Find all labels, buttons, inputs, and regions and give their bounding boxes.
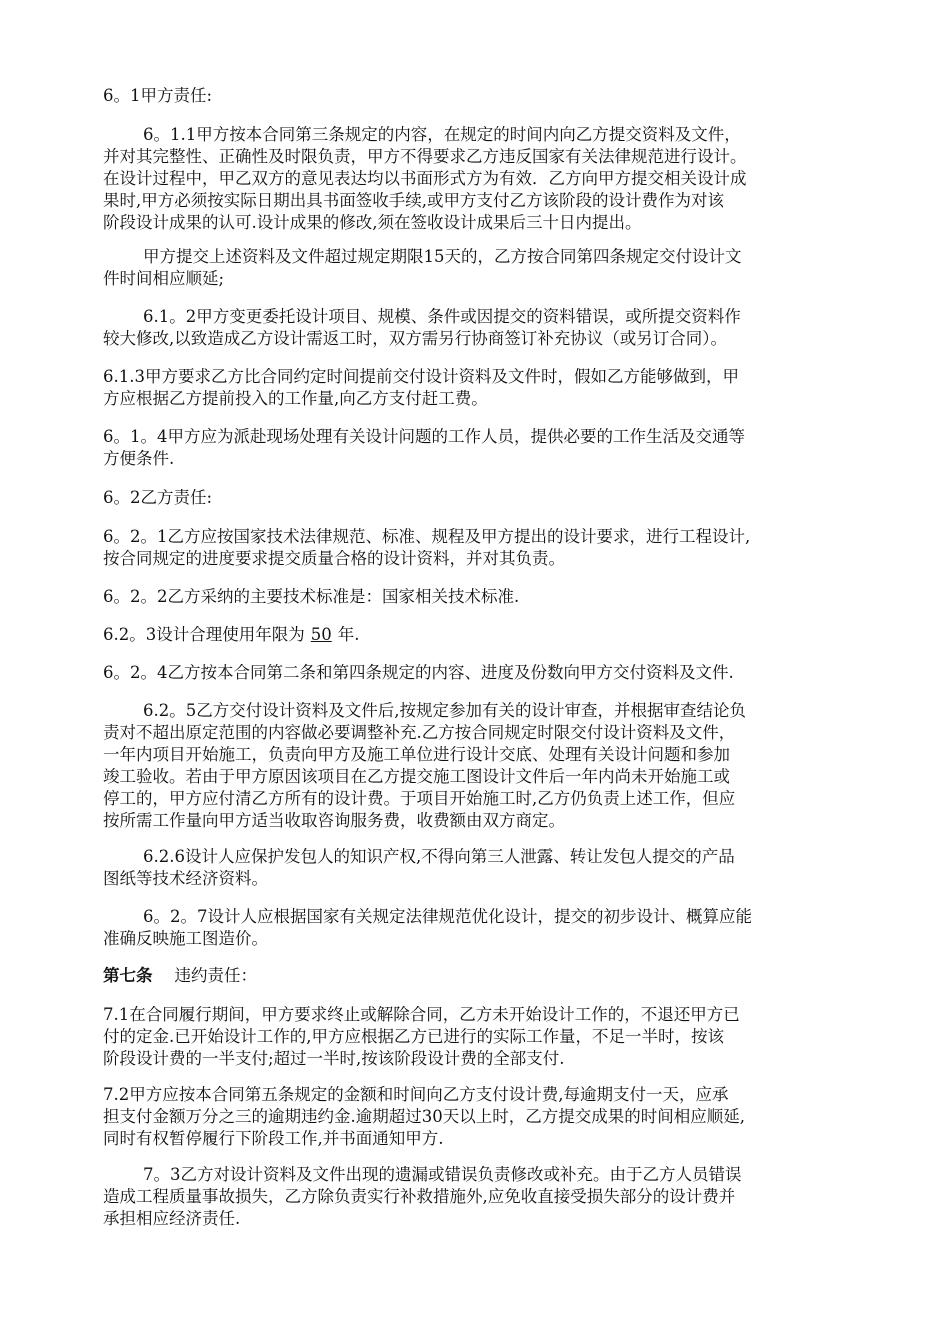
clause-6-2-4: 6。2。4乙方按本合同第二条和第四条规定的内容、进度及份数向甲方交付资料及文件. [103,663,734,682]
text-line: 6。1。4甲方应为派赴现场处理有关设计问题的工作人员，提供必要的工作生活及交通等 [103,427,745,446]
text-line: 准确反映施工图造价。 [103,929,268,948]
clause-6-1-1-supplement [103,246,848,290]
clause-6-2-6 [103,846,848,890]
text-line: 6。2。1乙方应按国家技术法律规范、标准、规程及甲方提出的设计要求，进行工程设计, [103,527,751,546]
article-7-heading [103,965,848,987]
clause-6-2-7 [103,906,848,950]
text-line: 同时有权暂停履行下阶段工作,并书面通知甲方. [103,1129,444,1148]
text-line: 图纸等技术经济资料。 [103,869,268,888]
text-line: 件时间相应顺延; [103,269,225,288]
text-line: 6。1.1甲方按本合同第三条规定的内容，在规定的时间内向乙方提交资料及文件， [143,125,741,144]
clause-6-1-1 [103,124,848,234]
clause-6-2-3 [103,624,848,646]
article-7-label: 第七条 [103,966,153,985]
clause-7-3 [103,1164,848,1230]
clause-6-1-4 [103,426,848,470]
text-line: 造成工程质量事故损失，乙方除负责实行补救措施外,应免收直接受损失部分的设计费并 [103,1187,736,1206]
text-line: 停工的，甲方应付清乙方所有的设计费。于项目开始施工时,乙方仍负责上述工作，但应 [103,789,736,808]
article-7-title: 违约责任： [174,966,257,985]
clause-6-1-3 [103,366,848,410]
clause-6-2-3-unit: 年. [337,625,360,644]
clause-7-2 [103,1084,848,1150]
text-line: 竣工验收。若由于甲方原因该项目在乙方提交施工图设计文件后一年内尚未开始施工或 [103,767,730,786]
text-line: 6.1.3甲方要求乙方比合同约定时间提前交付设计资料及文件时，假如乙方能够做到，甲 [103,367,739,386]
text-line: 6.2.6设计人应保护发包人的知识产权,不得向第三人泄露、转让发包人提交的产品 [143,847,735,866]
text-line: 7.2甲方应按本合同第五条规定的金额和时间向乙方支付设计费,每逾期支付一天，应承 [103,1085,729,1104]
text-line: 担支付金额万分之三的逾期违约金.逾期超过30天以上时，乙方提交成果的时间相应顺延, [103,1107,745,1126]
text-line: 按所需工作量向甲方适当收取咨询服务费，收费额由双方商定。 [103,811,565,830]
text-line: 阶段设计费的一半支付;超过一半时,按该阶段设计费的全部支付. [103,1049,565,1068]
text-line: 较大修改,以致造成乙方设计需返工时，双方需另行协商签订补充协议（或另订合同）。 [103,329,727,348]
service-life-value: 50 [310,625,332,644]
text-line: 7.1在合同履行期间，甲方要求终止或解除合同，乙方未开始设计工作的，不退还甲方已 [103,1005,740,1024]
text-line: 甲方提交上述资料及文件超过规定期限15天的，乙方按合同第四条规定交付设计文 [143,247,742,266]
clause-6-2-1 [103,526,848,570]
clause-6-2-5 [103,700,848,832]
text-line: 按合同规定的进度要求提交质量合格的设计资料，并对其负责。 [103,549,565,568]
text-line: 在设计过程中，甲乙双方的意见表达均以书面形式方为有效．乙方向甲方提交相关设计成 [103,169,747,188]
text-line: 果时,甲方必须按实际日期出具书面签收手续,或甲方支付乙方该阶段的设计费作为对该 [103,191,724,210]
text-line: 一年内项目开始施工，负责向甲方及施工单位进行设计交底、处理有关设计问题和参加 [103,745,730,764]
text-line: 6。2。7设计人应根据国家有关规定法律规范优化设计，提交的初步设计、概算应能 [143,907,752,926]
text-line: 方便条件. [103,449,175,468]
text-line: 方应根据乙方提前投入的工作量,向乙方支付赶工费。 [103,389,488,408]
clause-7-1 [103,1004,848,1070]
section-6-2-heading: 6。2乙方责任: [103,488,213,507]
clause-6-1-2 [103,306,848,350]
text-line: 付的定金.已开始设计工作的,甲方应根据乙方已进行的实际工作量，不足一半时，按该 [103,1027,724,1046]
text-line: 7。3乙方对设计资料及文件出现的遗漏或错误负责修改或补充。由于乙方人员错误 [143,1165,742,1184]
text-line: 承担相应经济责任. [103,1209,241,1228]
clause-6-2-2: 6。2。2乙方采纳的主要技术标准是：国家相关技术标准. [103,587,520,606]
clause-6-2-3-text: 6.2。3设计合理使用年限为 [103,625,305,644]
text-line: 6.1。2甲方变更委托设计项目、规模、条件或因提交的资料错误，或所提交资料作 [143,307,741,326]
section-6-1-heading: 6。1甲方责任: [103,86,213,105]
text-line: 阶段设计成果的认可.设计成果的修改,须在签收设计成果后三十日内提出。 [103,213,642,232]
text-line: 并对其完整性、正确性及时限负责，甲方不得要求乙方违反国家有关法律规范进行设计。 [103,147,747,166]
text-line: 6.2。5乙方交付设计资料及文件后,按规定参加有关的设计审查，并根据审查结论负 [143,701,746,720]
text-line: 责对不超出原定范围的内容做必要调整补充.乙方按合同规定时限交付设计资料及文件， [103,723,736,742]
